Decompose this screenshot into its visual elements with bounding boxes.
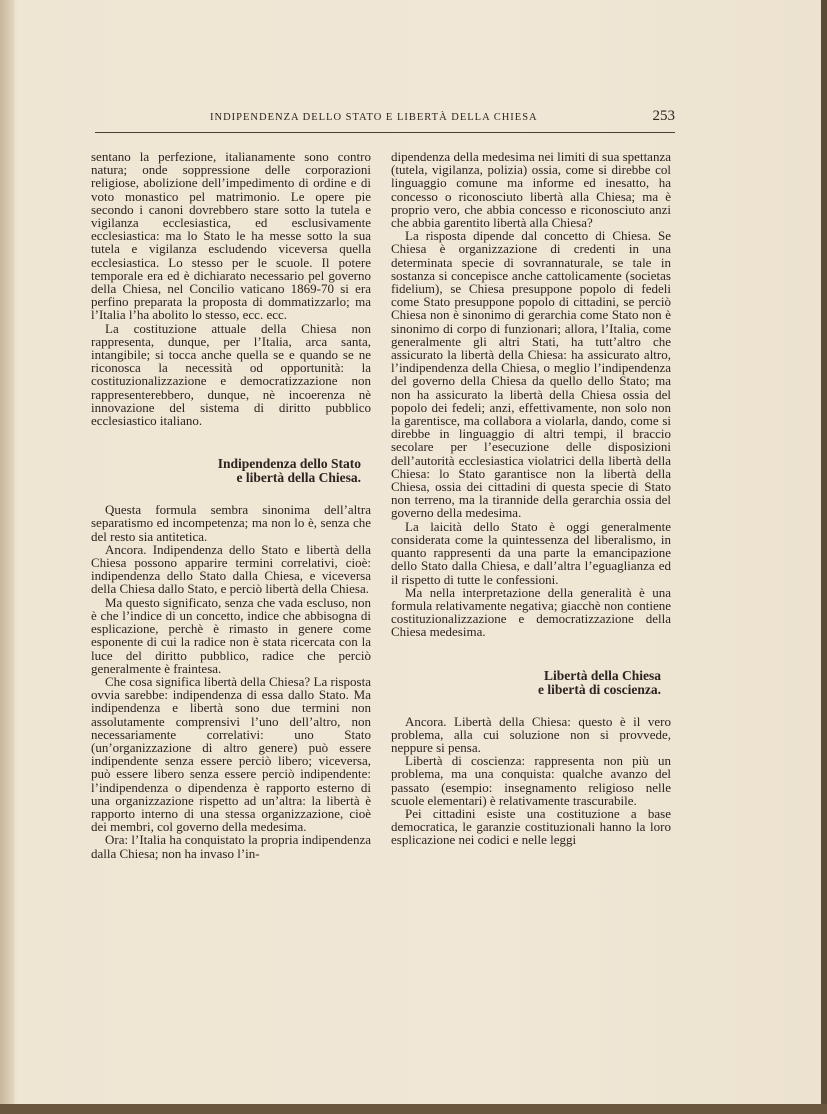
paragraph: Ora: l’Italia ha conquistato la propria indipendenza dalla Chiesa; non ha invaso l’in- [91,832,371,861]
page-header [95,108,675,132]
page-bottom-border [0,1104,827,1114]
paragraph: Ancora. Libertà della Chiesa: questo è il vero problema, alla cui soluzione non si provvede, neppure si pensa. [391,713,671,755]
running-head: INDIPENDENZA DELLO STATO E LIBERTÀ DELLA CHIESA [210,112,538,123]
left-column [91,150,371,860]
section-heading [91,457,371,485]
page-number: 253 [652,108,675,124]
paragraph: sentano la perfezione, italianamente sono contro natura; onde soppressione delle corporazioni religiose, abolizione dell’impedimento di ordine e di voto monastico pel matrimonio. Le opere pie secondo i canoni dovrebbero stare sotto la tutela e vigilanza ecclesiastica, ed esclusivamente ecclesiastica: ma lo Stato le ha messe sotto la sua tutela e vigilanza escludendo viceversa quella ecclesiastica. Lo stesso per le scuole. Il potere temporale era ed è dichiarato necessario pel governo della Chiesa, nel Concilio vaticano 1869-70 si era perfino preparata la proposta di dommatizzarlo; ma l’Italia l’ha abolito lo stesso, ecc. ecc. [91,149,371,323]
section-heading-line: Indipendenza dello Stato [217,456,361,472]
page-left-shadow [0,0,14,1114]
paragraph: Che cosa significa libertà della Chiesa? La risposta ovvia sarebbe: indipendenza di essa dallo Stato. Ma indipendenza e libertà sono due termini non assolutamente comprensivi l’uno dell’altro, non necessariamente correlativi: uno Stato (un’organizzazione di altro genere) può essere indipendente senza essere perciò libero; viceversa, può essere libero senza essere perciò indipendente: l’indipendenza o dipendenza è rapporto esterno di una organizzazione rispetto ad un’altra: la libertà è rapporto interno di una stessa organizzazione, cioè dei membri, col governo della medesima. [91,673,371,835]
section-heading-line: Libertà della Chiesa [544,667,661,683]
paragraph: Libertà di coscienza: rappresenta non più un problema, ma una conquista: qualche avanzo del passato (esempio: insegnamento religioso nelle scuole elementari) è relativamente trascurabile. [391,753,671,808]
right-column [391,150,671,847]
header-rule [95,132,675,133]
section-heading [391,669,671,697]
paragraph: La laicità dello Stato è oggi generalmente considerata come la quintessenza del liberalismo, in quanto rappresenti da una parte la emancipazione dello Stato dalla Chiesa, e dall’altra l’eguaglianza ed il rispetto di tutte le confessioni. [391,518,671,587]
paragraph: Questa formula sembra sinonima dell’altra separatismo ed incompetenza; ma non lo è, senza che del resto sia antitetica. [91,502,371,544]
page-right-border [821,0,827,1114]
paragraph: Pei cittadini esiste una costituzione a base democratica, le garanzie costituzionali hanno la loro esplicazione nei codici e nelle leggi [391,805,671,848]
paragraph: dipendenza della medesima nei limiti di sua spettanza (tutela, vigilanza, polizia) ossia, come si direbbe col linguaggio comune ma informe ed inesatto, ha concesso o riconosciuto libertà alla Chiesa; ma è proprio vero, che abbia concesso e riconosciuto anzi che abbia garentito libertà alla Chiesa? [391,149,671,231]
section-heading-line: e libertà della Chiesa. [236,470,361,486]
paragraph: La risposta dipende dal concetto di Chiesa. Se Chiesa è organizzazione di credenti in una determinata specie di sovrannaturale, se tale in sostanza si concepisce anche cattolicamente (societas fidelium), se Chiesa presuppone popolo di fedeli come Stato presuppone popolo di cittadini, se perciò Chiesa non è sinonimo di gerarchia come Stato non è sinonimo di corpo di funzionari; allora, l’Italia, come generalmente gli altri Stati, ha tutt’altro che assicurato la libertà della Chiesa: ha assicurato altro, l’indipendenza della Chiesa, o meglio l’indipendenza del governo della Chiesa da quello dello Stato; ma non ha assicurato la libertà della Chiesa ossia del popolo dei fedeli; anzi, effettivamente, non solo non la garentisce, ma collabora a violarla, dando, come si direbbe in linguaggio di altri tempi, il braccio secolare per l’esecuzione delle disposizioni dell’autorità ecclesiastica violatrici della libertà della Chiesa: lo Stato garantisce non la libertà della Chiesa, ossia dei cittadini di questa specie di Stato non terreno, ma la tirannide della gerarchia ossia del governo della medesima. [391,228,671,521]
paragraph: La costituzione attuale della Chiesa non rappresenta, dunque, per l’Italia, arca santa, intangibile; si tocca anche quella se e quando se ne riconosca la necessità od opportunità: la costituzionalizzazione e democratizzazione non rappresenterebbero, dunque, nè incoerenza nè innovazione del sistema di diritto pubblico ecclesiastico italiano. [91,320,371,429]
paragraph: Ma questo significato, senza che vada escluso, non è che l’indice di un concetto, indice che abbisogna di esplicazione, perchè è rimasto in genere come esponente di cui la radice non è stata ricercata con la luce del diritto pubblico, radice che perciò generalmente è fraintesa. [91,594,371,676]
section-heading-line: e libertà di coscienza. [538,681,661,697]
paragraph: Ancora. Indipendenza dello Stato e libertà della Chiesa possono apparire termini correlativi, cioè: indipendenza dello Stato dalla Chiesa, e viceversa della Chiesa dallo Stato, e perciò libertà della Chiesa. [91,541,371,597]
paragraph: Ma nella interpretazione della generalità è una formula relativamente negativa; giacchè non contiene costituzionalizzazione e democratizzazione della Chiesa medesima. [391,584,671,640]
